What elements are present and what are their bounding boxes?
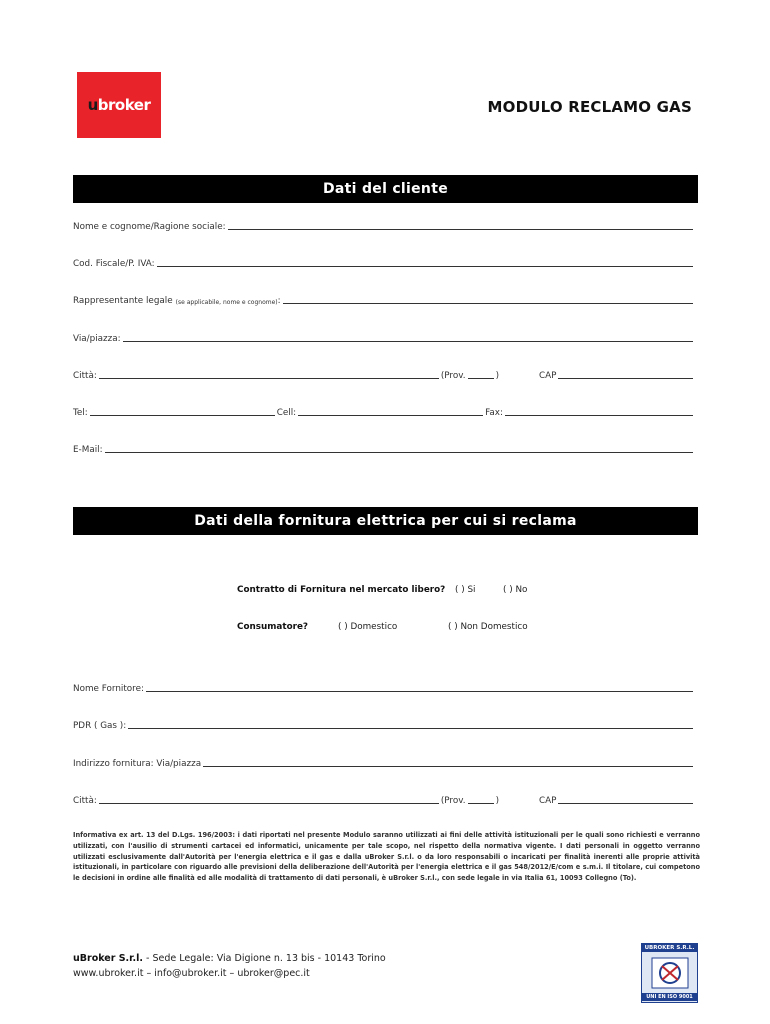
- section-client-header: Dati del cliente: [73, 175, 698, 203]
- cert-standard: UNI EN ISO 9001: [642, 993, 697, 1001]
- contract-question: Contratto di Fornitura nel mercato libero?: [237, 585, 446, 595]
- city-label: Città:: [73, 371, 97, 381]
- supply-prov-input[interactable]: [468, 802, 494, 804]
- supply-cap-label: CAP: [539, 796, 557, 806]
- footer: [73, 951, 386, 981]
- street-label: Via/piazza:: [73, 334, 121, 344]
- supply-address-label: Indirizzo fornitura: Via/piazza: [73, 759, 202, 769]
- tel-label: Tel:: [73, 408, 88, 418]
- name-label: Nome e cognome/Ragione sociale:: [73, 222, 226, 232]
- ubroker-logo: [77, 72, 161, 138]
- pdr-field[interactable]: [73, 721, 693, 731]
- prov-close: ): [495, 371, 499, 381]
- consumer-question: Consumatore?: [237, 622, 309, 632]
- privacy-notice: Informativa ex art. 13 del D.Lgs. 196/2003: i dati riportati nel presente Modulo saranno utilizzati ai fini delle attività istituzionali per le quali sono richiesti e verranno utilizzati, con l'ausilio di strumenti cartacei ed informatici, unicamente per tale scopo, nel rispetto della normativa vigente. I dati personali in oggetto verranno utilizzati esclusivamente dall'Autorità per l'energia elettrica e il gas e dalla uBroker S.r.l. o da loro responsabili o incaricati per finalità inerenti alle proprie attività istituzionali, in particolare con riguardo alle previsioni della deliberazione dell'Autorità per l'energia elettrica e il gas 548/2012/E/com e s.m.i. Il titolare, cui competono le decisioni in ordine alle finalità ed alle modalità di trattamento di dati personali, è uBroker S.r.l., con sede legale in via Italia 61, 10093 Collegno (To).: [73, 831, 700, 883]
- email-field[interactable]: [73, 445, 693, 455]
- cap-input[interactable]: [558, 377, 693, 379]
- consumer-question-row: [237, 622, 308, 632]
- pdr-label: PDR ( Gas ):: [73, 721, 127, 731]
- logo-rest: broker: [97, 96, 151, 114]
- legal-colon: :: [277, 296, 281, 306]
- cap-label: CAP: [539, 371, 557, 381]
- supplier-label: Nome Fornitore:: [73, 684, 144, 694]
- name-field[interactable]: [73, 222, 693, 232]
- cell-input[interactable]: [298, 414, 483, 416]
- phone-row[interactable]: [73, 408, 693, 418]
- supplier-field[interactable]: [73, 684, 693, 694]
- iso-certification-badge: [641, 943, 698, 1003]
- footer-company: uBroker S.r.l.: [73, 953, 143, 964]
- city-input[interactable]: [99, 377, 439, 379]
- logo-prefix: u: [87, 96, 98, 114]
- legal-note: (se applicabile, nome e cognome): [175, 299, 278, 306]
- cert-mark-icon: [642, 952, 697, 993]
- supply-address-field[interactable]: [73, 759, 693, 769]
- legal-rep-field[interactable]: [73, 296, 693, 306]
- section-supply-header: Dati della fornitura elettrica per cui si reclama: [73, 507, 698, 535]
- prov-label: (Prov.: [440, 371, 466, 381]
- option-si[interactable]: ( ) Si: [455, 585, 476, 595]
- option-domestic[interactable]: ( ) Domestico: [338, 622, 398, 632]
- fax-label: Fax:: [485, 408, 503, 418]
- footer-address: - Sede Legale: Via Digione n. 13 bis - 10143 Torino: [142, 953, 386, 964]
- supply-prov-close: ): [495, 796, 499, 806]
- supply-city-input[interactable]: [99, 802, 439, 804]
- tax-label: Cod. Fiscale/P. IVA:: [73, 259, 155, 269]
- fax-input[interactable]: [505, 414, 693, 416]
- supply-city-label: Città:: [73, 796, 97, 806]
- logo-text: [88, 96, 151, 114]
- cert-company: UBROKER S.R.L.: [642, 944, 697, 952]
- option-no[interactable]: ( ) No: [503, 585, 528, 595]
- supply-cap-input[interactable]: [558, 802, 693, 804]
- contract-question-row: [237, 585, 445, 595]
- street-field[interactable]: [73, 334, 693, 344]
- tel-input[interactable]: [90, 414, 275, 416]
- legal-label: Rappresentante legale: [73, 296, 173, 306]
- form-title: MODULO RECLAMO GAS: [487, 98, 692, 116]
- footer-contacts: www.ubroker.it – info@ubroker.it – ubroker@pec.it: [73, 968, 310, 979]
- supply-prov-label: (Prov.: [440, 796, 466, 806]
- email-label: E-Mail:: [73, 445, 103, 455]
- footer-address-line: [73, 951, 386, 966]
- prov-input[interactable]: [468, 377, 494, 379]
- tax-code-field[interactable]: [73, 259, 693, 269]
- city-row[interactable]: [73, 371, 693, 381]
- cell-label: Cell:: [276, 408, 297, 418]
- option-non-domestic[interactable]: ( ) Non Domestico: [448, 622, 528, 632]
- supply-city-row[interactable]: [73, 796, 693, 806]
